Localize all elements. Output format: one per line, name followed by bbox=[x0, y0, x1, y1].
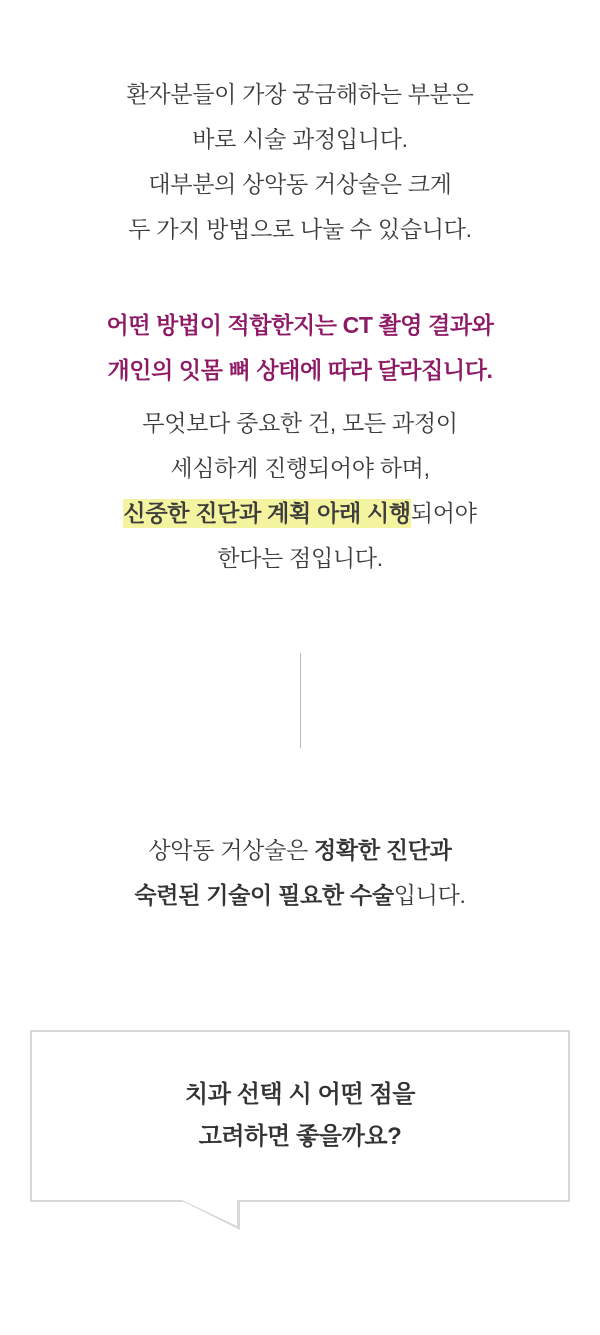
highlight-paragraph bbox=[0, 303, 600, 581]
intro-paragraph bbox=[0, 72, 600, 252]
closing-line-2-bold: 숙련된 기술이 필요한 수술 bbox=[134, 882, 394, 908]
body-line-2: 세심하게 진행되어야 하며, bbox=[170, 455, 430, 481]
accent-line-1: 어떤 방법이 적합한지는 CT 촬영 결과와 bbox=[106, 312, 494, 338]
bubble-line-1: 치과 선택 시 어떤 점을 bbox=[184, 1081, 416, 1108]
question-bubble bbox=[30, 1030, 570, 1202]
intro-line-4: 두 가지 방법으로 나눌 수 있습니다. bbox=[128, 216, 472, 242]
vertical-divider bbox=[300, 653, 301, 748]
body-line-3 bbox=[0, 491, 600, 536]
closing-line-2 bbox=[0, 873, 600, 918]
question-bubble-wrapper bbox=[30, 1030, 570, 1202]
paragraph-gap bbox=[0, 393, 600, 401]
closing-line-1-bold: 정확한 진단과 bbox=[314, 837, 452, 863]
closing-paragraph bbox=[0, 828, 600, 918]
intro-line-1: 환자분들이 가장 궁금해하는 부분은 bbox=[126, 81, 474, 107]
closing-line-1-plain: 상악동 거상술은 bbox=[148, 837, 314, 863]
body-line-4: 한다는 점입니다. bbox=[217, 545, 383, 571]
bubble-tail-inner bbox=[180, 1199, 237, 1226]
accent-line-2: 개인의 잇몸 뼈 상태에 따라 달라집니다. bbox=[107, 357, 493, 383]
intro-line-3: 대부분의 상악동 거상술은 크게 bbox=[148, 171, 452, 197]
highlighted-text: 신중한 진단과 계획 아래 시행 bbox=[123, 500, 411, 526]
bubble-line-2: 고려하면 좋을까요? bbox=[198, 1123, 402, 1150]
closing-line-2-tail: 입니다. bbox=[393, 882, 466, 908]
body-line-1: 무엇보다 중요한 건, 모든 과정이 bbox=[142, 410, 458, 436]
body-line-3-tail: 되어야 bbox=[410, 500, 477, 526]
closing-line-1 bbox=[0, 828, 600, 873]
intro-line-2: 바로 시술 과정입니다. bbox=[192, 126, 408, 152]
